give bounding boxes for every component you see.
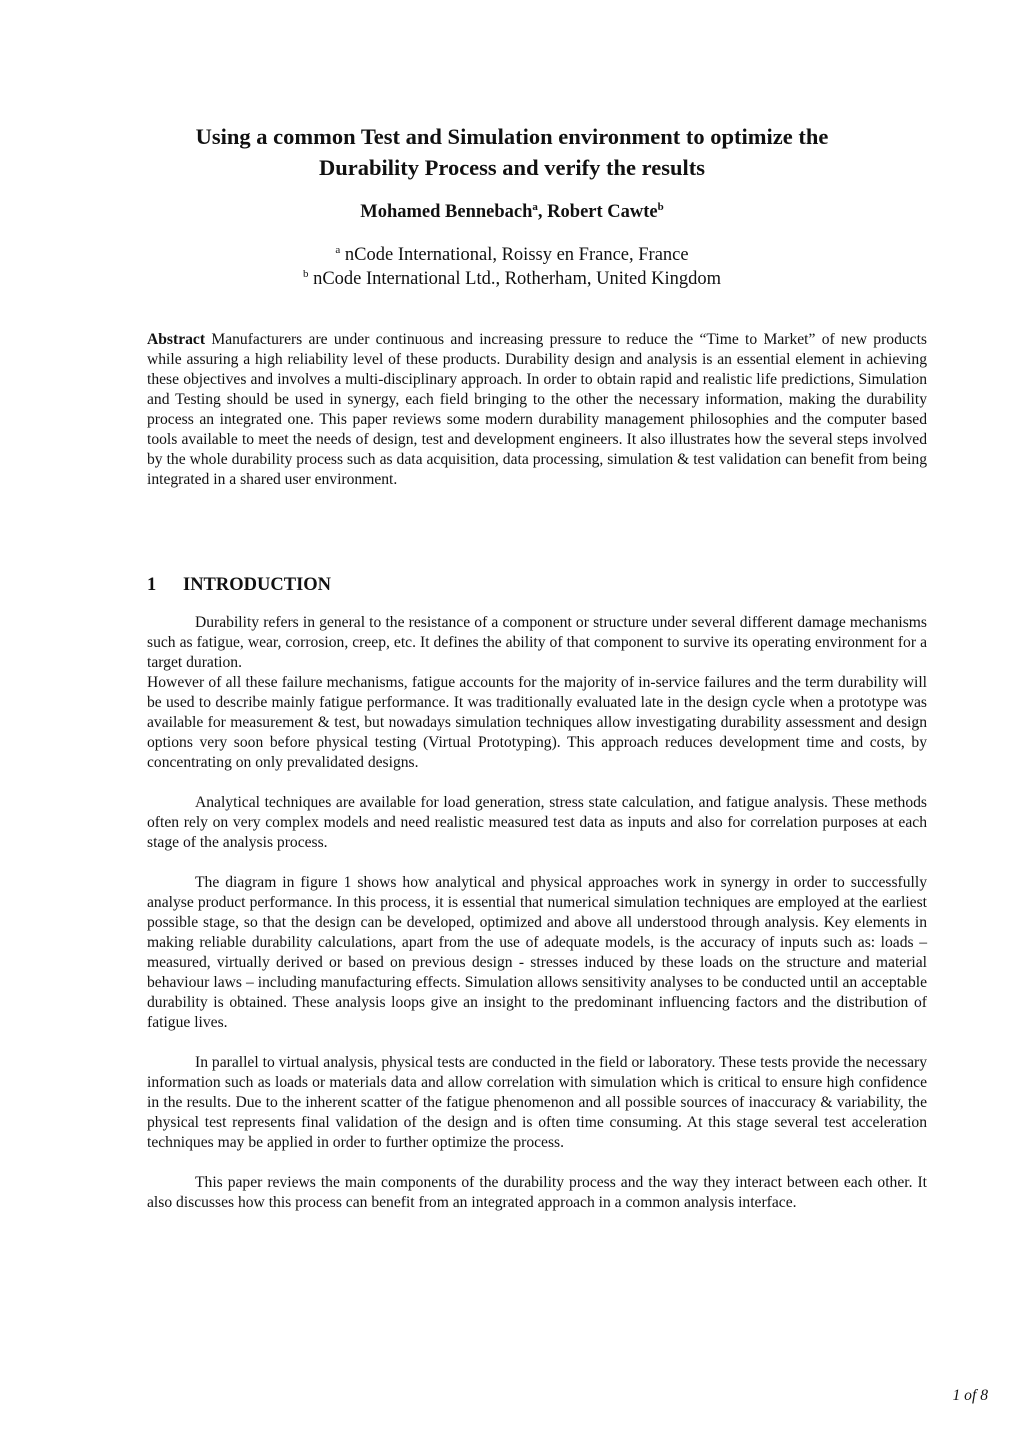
- paper-title: [120, 121, 904, 183]
- paper-title-line-2: Durability Process and verify the results: [318, 155, 705, 180]
- author-2-affiliation-mark: b: [657, 201, 664, 213]
- affiliation-a-mark: a: [335, 244, 341, 256]
- affiliation-list: [120, 243, 904, 291]
- author-separator: ,: [537, 202, 548, 222]
- paragraph-3: Analytical techniques are available for load generation, stress state calculation, and fatigue analysis. These methods often rely on very complex models and need realistic measured test data as inputs and also for correlation purposes at each stage of the analysis process.: [147, 794, 927, 851]
- paper-title-line-1: Using a common Test and Simulation environment to optimize the: [195, 124, 829, 149]
- affiliation-a-text: nCode International, Roissy en France, France: [340, 245, 689, 265]
- author-1-affiliation-mark: a: [532, 201, 538, 213]
- author-2-name: Robert Cawte: [547, 202, 658, 222]
- paragraph-6: This paper reviews the main components of the durability process and the way they interact between each other. It also discusses how this process can benefit from an integrated approach in a common analysis interface.: [147, 1174, 927, 1211]
- section-title: INTRODUCTION: [183, 575, 332, 595]
- abstract-text: Manufacturers are under continuous and increasing pressure to reduce the “Time to Market” of new products while assuring a high reliability level of these products. Durability design and analysis is an essential element in achieving these objectives and involves a multi-disciplinary approach. In order to obtain rapid and realistic life predictions, Simulation and Testing should be used in synergy, each field bringing to the other the necessary information, making the durability process an integrated one. This paper reviews some modern durability management philosophies and the computer based tools available to meet the needs of design, test and development engineers. It also illustrates how the several steps involved by the whole durability process such as data acquisition, data processing, simulation & test validation can benefit from being integrated in a shared user environment.: [147, 331, 927, 488]
- section-heading: [147, 574, 547, 596]
- author-list: [120, 200, 904, 224]
- paragraph-2: However of all these failure mechanisms, fatigue accounts for the majority of in-service failures and the term durability will be used to describe mainly fatigue performance. It was traditionally evaluated late in the design cycle when a prototype was available for measurement & test, but nowadays simulation techniques allow investigating durability assessment and design options very soon before physical testing (Virtual Prototyping). This approach reduces development time and costs, by concentrating on only prevalidated designs.: [147, 674, 927, 771]
- paragraph-4: The diagram in figure 1 shows how analytical and physical approaches work in synergy in order to successfully analyse product performance. In this process, it is essential that numerical simulation techniques are employed at the earliest possible stage, so that the design can be developed, optimized and above all understood through analysis. Key elements in making reliable durability calculations, apart from the use of adequate models, is the accuracy of inputs such as: loads – measured, virtually derived or based on previous design - stresses induced by these loads on the structure and material behaviour laws – including manufacturing effects. Simulation allows sensitivity analyses to be conducted until an acceptable durability is obtained. These analysis loops give an insight to the predominant influencing factors and the distribution of fatigue lives.: [147, 874, 927, 1031]
- page-number: 1 of 8: [952, 1387, 988, 1404]
- affiliation-b: [120, 267, 904, 291]
- affiliation-b-text: nCode International Ltd., Rotherham, United Kingdom: [308, 269, 722, 289]
- paragraph-5: In parallel to virtual analysis, physical tests are conducted in the field or laboratory. These tests provide the necessary information such as loads or materials data and allow correlation with simulation which is critical to ensure high confidence in the results. Due to the inherent scatter of the fatigue phenomenon and all possible sources of inaccuracy & variability, the physical test represents final validation of the design and is often time consuming. At this stage several test acceleration techniques may be applied in order to further optimize the process.: [147, 1054, 927, 1151]
- abstract: [147, 330, 927, 490]
- paragraph-1: Durability refers in general to the resistance of a component or structure under several different damage mechanisms such as fatigue, wear, corrosion, creep, etc. It defines the ability of that component to survive its operating environment for a target duration.: [147, 614, 927, 671]
- abstract-label: Abstract: [147, 331, 206, 348]
- section-number: 1: [147, 575, 157, 595]
- affiliation-b-mark: b: [302, 268, 309, 280]
- affiliation-a: [120, 243, 904, 267]
- introduction-body: [147, 613, 927, 1213]
- author-1-name: Mohamed Bennebach: [360, 202, 533, 222]
